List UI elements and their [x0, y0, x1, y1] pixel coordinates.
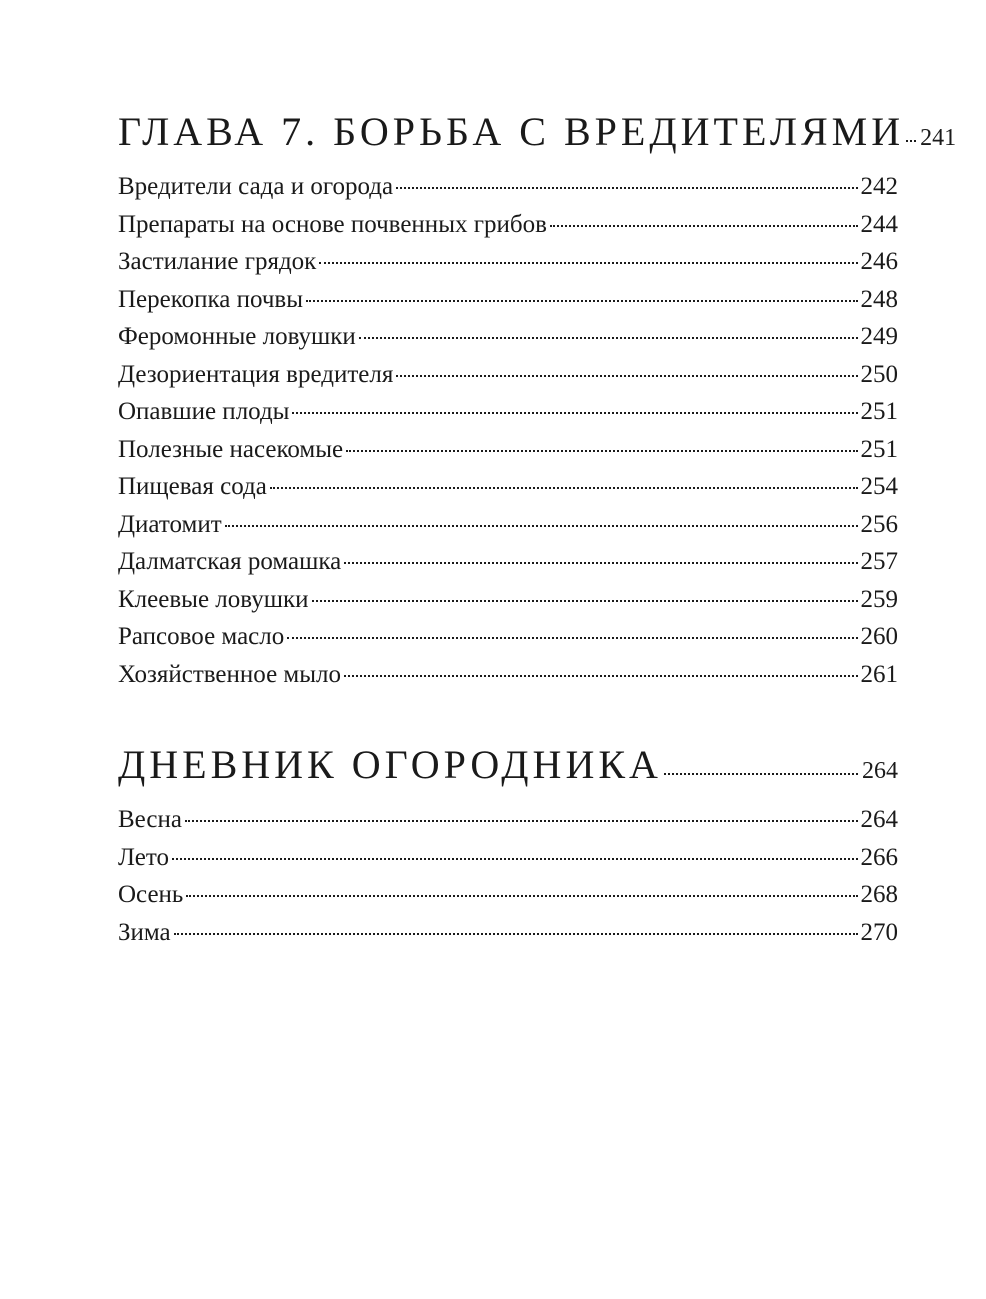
- dot-leader: [174, 933, 858, 935]
- toc-entry-page: 257: [860, 548, 898, 575]
- toc-entry[interactable]: [118, 287, 898, 325]
- toc-entry-title: Диатомит: [118, 510, 222, 538]
- table-of-contents: [118, 109, 957, 957]
- dot-leader: [344, 562, 857, 564]
- dot-leader: [344, 675, 857, 677]
- section-heading-title: ГЛАВА 7. БОРЬБА С ВРЕДИТЕЛЯМИ: [118, 109, 905, 154]
- toc-entry[interactable]: [118, 324, 898, 362]
- dot-leader: [306, 300, 857, 302]
- toc-entry-title: Феромонные ловушки: [118, 323, 356, 350]
- dot-leader: [664, 773, 858, 775]
- toc-entry-page: 244: [860, 210, 898, 238]
- toc-entry-title: Хозяйственное мыло: [118, 660, 342, 688]
- dot-leader: [287, 637, 857, 639]
- toc-entry-page: 251: [860, 435, 898, 463]
- toc-entry-page: 250: [860, 360, 898, 388]
- toc-entry-title: Весна: [118, 806, 182, 833]
- toc-entry-page: 248: [860, 285, 898, 313]
- dot-leader: [359, 337, 858, 339]
- toc-entry-title: Далматская ромашка: [118, 548, 342, 575]
- dot-leader: [906, 140, 916, 142]
- toc-entry[interactable]: [118, 512, 898, 550]
- toc-entry-title: Застилание грядок: [118, 248, 317, 275]
- toc-entry-page: 246: [860, 248, 898, 275]
- dot-leader: [292, 412, 857, 414]
- toc-entry-title: Рапсовое масло: [118, 623, 285, 650]
- dot-leader: [346, 450, 857, 452]
- dot-leader: [172, 858, 858, 860]
- toc-entry-title: Дезориентация вредителя: [118, 360, 394, 388]
- toc-entry-title: Клеевые ловушки: [118, 585, 309, 613]
- dot-leader: [319, 262, 857, 264]
- toc-entry-title: Опавшие плоды: [118, 398, 290, 425]
- toc-entry[interactable]: [118, 624, 898, 662]
- dot-leader: [396, 187, 857, 189]
- toc-section-gardener-diary: [118, 742, 898, 957]
- dot-leader: [396, 375, 857, 377]
- toc-section-chapter-7: [118, 109, 957, 699]
- toc-entry-title: Осень: [118, 881, 184, 908]
- toc-entry-page: 256: [860, 510, 898, 538]
- toc-entry[interactable]: [118, 212, 898, 250]
- section-heading-title: ДНЕВНИК ОГОРОДНИКА: [118, 742, 662, 787]
- dot-leader: [185, 820, 858, 822]
- toc-entry[interactable]: [118, 362, 898, 400]
- dot-leader: [186, 895, 857, 897]
- toc-entry-title: Препараты на основе почвенных грибов: [118, 210, 547, 238]
- toc-entry-title: Полезные насекомые: [118, 435, 344, 463]
- toc-entry[interactable]: [118, 174, 898, 212]
- section-heading-page: 264: [862, 758, 898, 784]
- toc-entry[interactable]: [118, 807, 898, 845]
- toc-entry-title: Перекопка почвы: [118, 285, 304, 313]
- toc-entry-title: Зима: [118, 918, 171, 946]
- toc-entry[interactable]: [118, 474, 898, 512]
- toc-entry-title: Лето: [118, 843, 169, 871]
- toc-entry[interactable]: [118, 399, 898, 437]
- toc-entry[interactable]: [118, 662, 898, 700]
- toc-entry-page: 260: [860, 623, 898, 650]
- toc-entry-page: 249: [860, 323, 898, 350]
- section-heading[interactable]: [118, 109, 957, 164]
- toc-entry-page: 266: [860, 843, 898, 871]
- toc-entry-page: 270: [860, 918, 898, 946]
- section-heading-page: 241: [920, 125, 957, 151]
- toc-entry-title: Пищевая сода: [118, 473, 267, 500]
- dot-leader: [312, 600, 858, 602]
- toc-entry-page: 261: [860, 660, 898, 688]
- dot-leader: [550, 225, 858, 227]
- toc-entry[interactable]: [118, 920, 898, 958]
- toc-entry[interactable]: [118, 587, 898, 625]
- toc-entry-page: 242: [860, 173, 898, 200]
- toc-entry-page: 268: [860, 881, 898, 908]
- toc-entry-page: 254: [860, 473, 898, 500]
- toc-entry[interactable]: [118, 249, 898, 287]
- dot-leader: [225, 525, 858, 527]
- toc-entry-page: 264: [860, 806, 898, 833]
- toc-entry[interactable]: [118, 437, 898, 475]
- toc-entry-page: 259: [860, 585, 898, 613]
- toc-entry-page: 251: [860, 398, 898, 425]
- dot-leader: [270, 487, 858, 489]
- toc-entry-title: Вредители сада и огорода: [118, 173, 394, 200]
- toc-entry[interactable]: [118, 549, 898, 587]
- toc-entry[interactable]: [118, 882, 898, 920]
- toc-entry[interactable]: [118, 845, 898, 883]
- section-heading[interactable]: [118, 742, 898, 797]
